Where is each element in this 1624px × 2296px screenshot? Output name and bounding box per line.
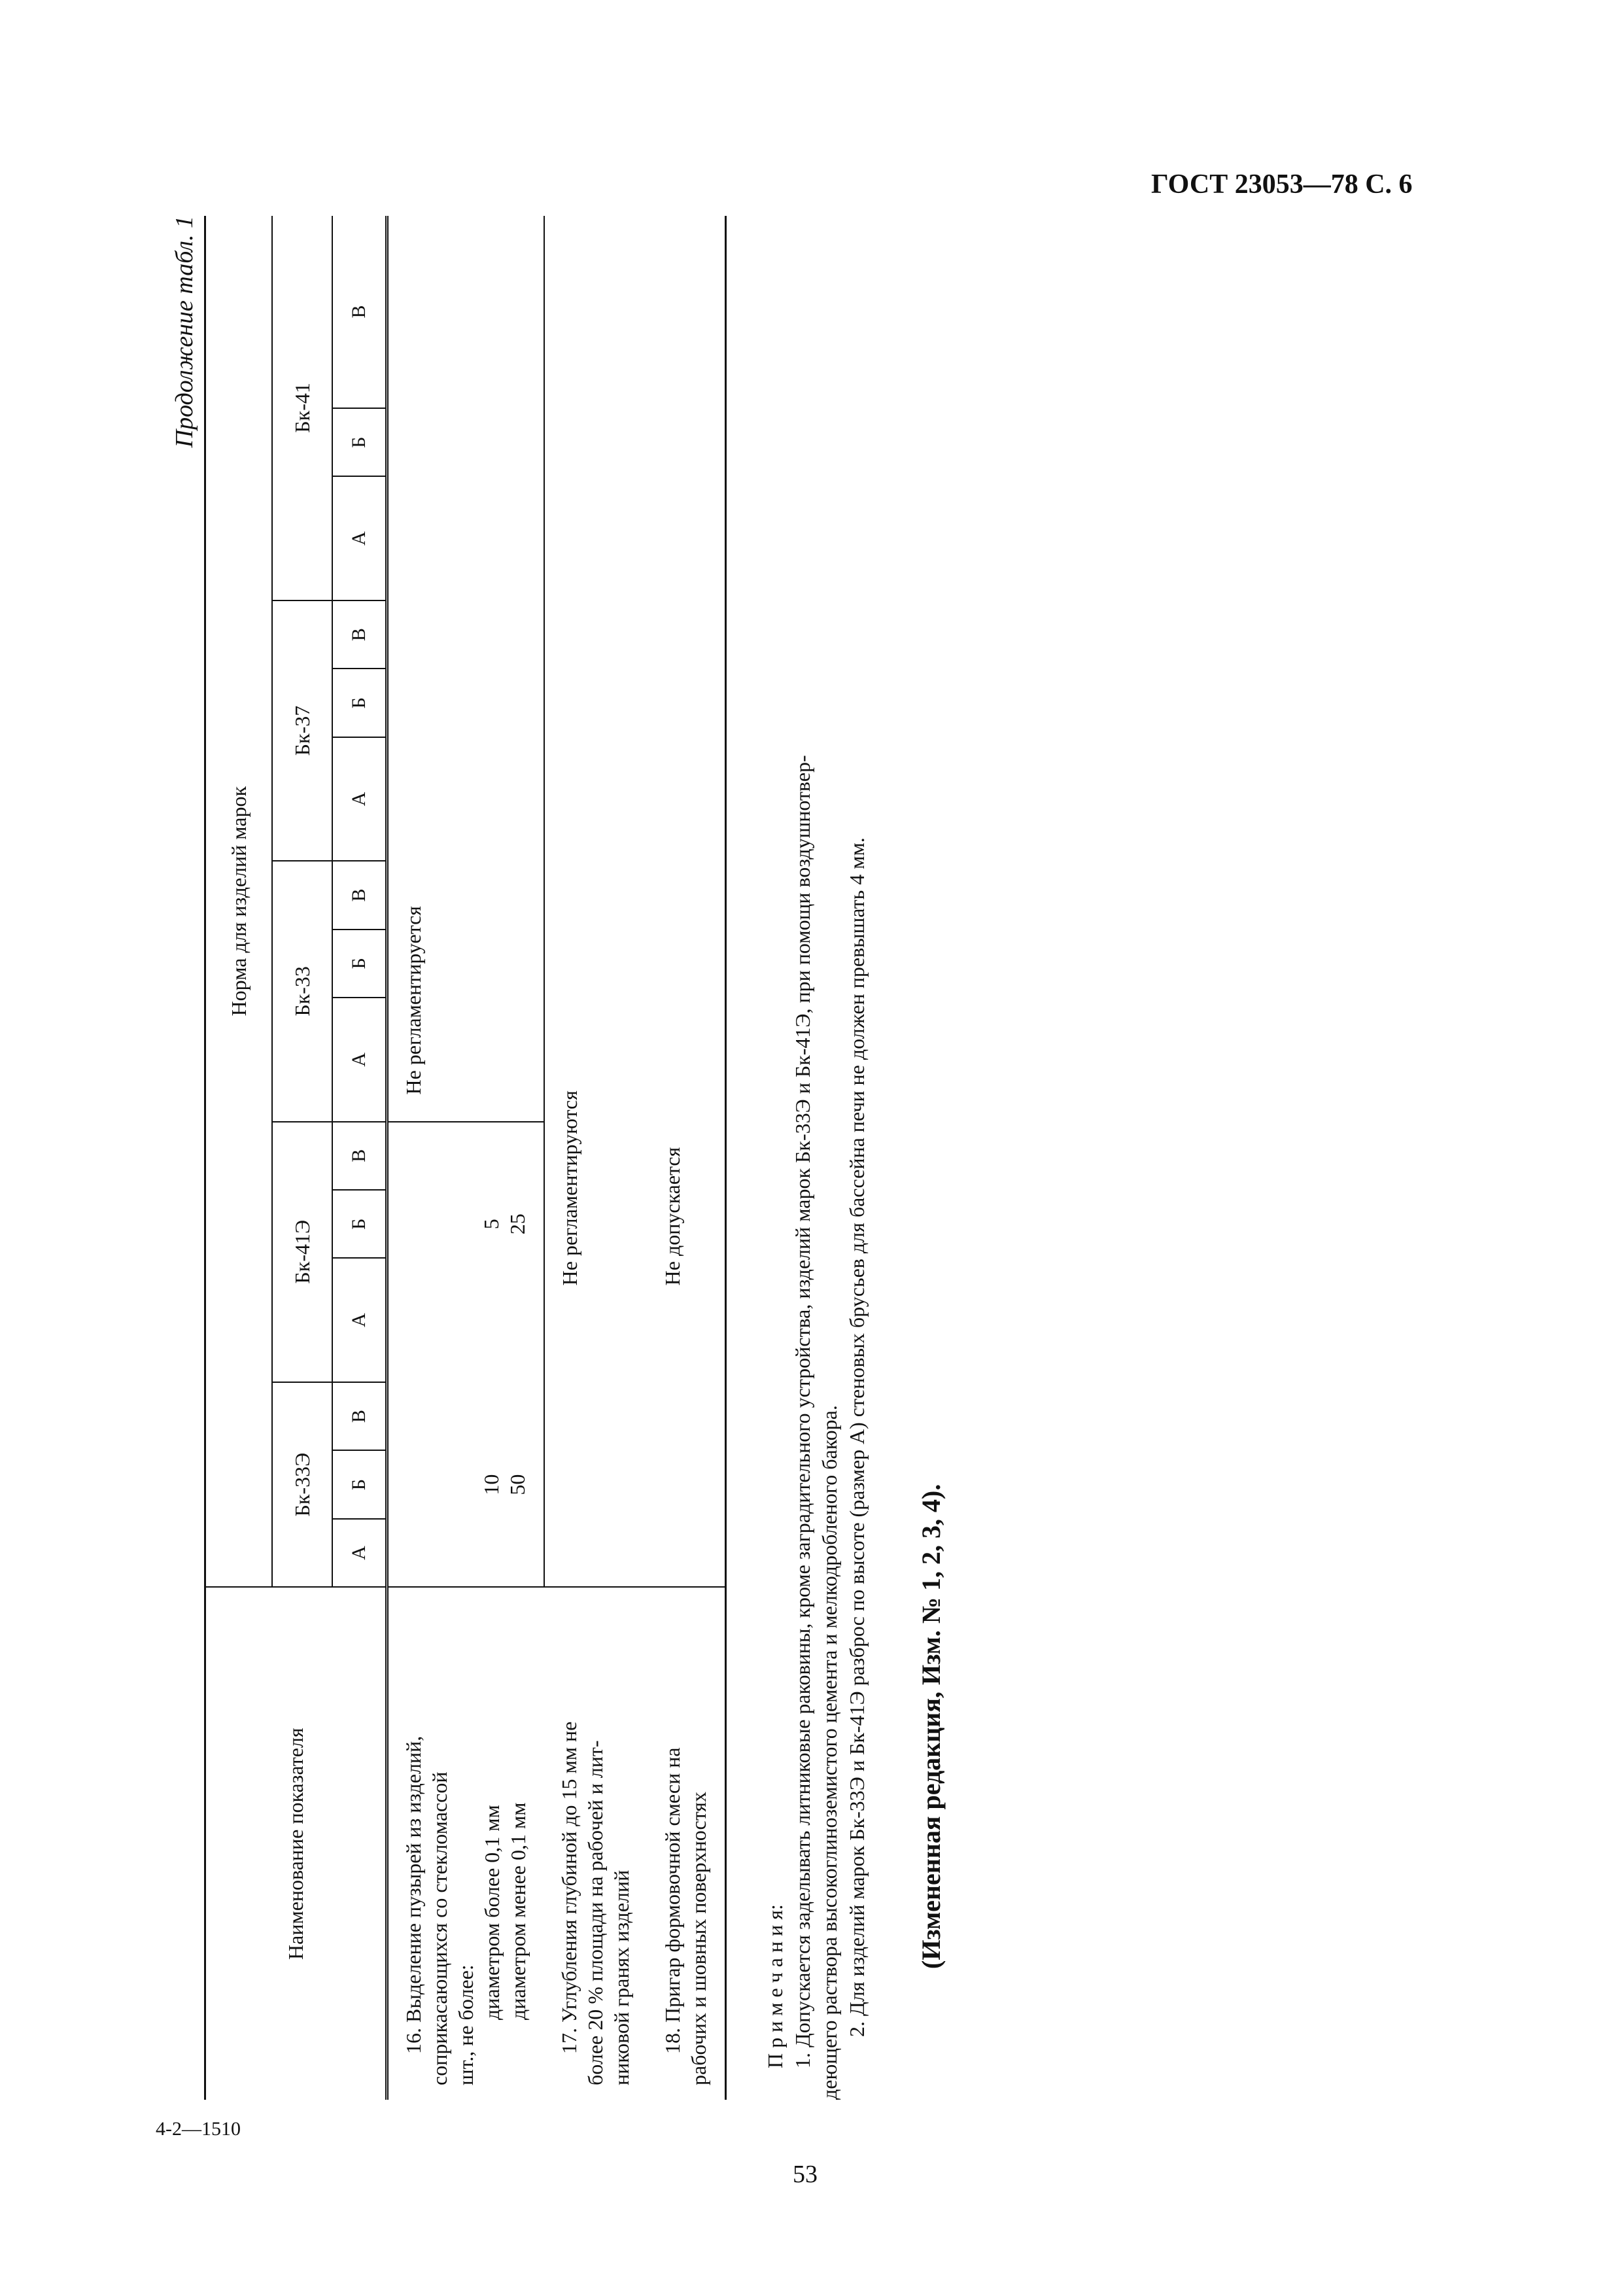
- subcol-v: В: [332, 1122, 387, 1190]
- row-17-name: [544, 1587, 648, 2100]
- subcol-a: А: [332, 1519, 387, 1587]
- row-17-line: никовой гранях изделий: [610, 1870, 633, 2085]
- note-2: 2. Для изделий марок Бк-33Э и Бк-41Э разброс по высоте (размер А) стеновых брусьев для бассейна печи не должен превышать 4 мм.: [844, 837, 869, 2037]
- subcol-a: А: [332, 998, 387, 1121]
- row-16-line: диаметром более 0,1 мм: [480, 1805, 504, 2020]
- subcol-v: В: [332, 1382, 387, 1450]
- row-18-line: рабочих и шовных поверхностях: [687, 1791, 710, 2085]
- subcol-b: Б: [332, 669, 387, 737]
- subcol-v: В: [332, 216, 387, 408]
- subcol-v: В: [332, 861, 387, 929]
- row-16-line: 16. Выделение пузырей из изделий,: [402, 1735, 425, 2054]
- grade-header-bk33: Бк-33: [272, 861, 332, 1121]
- value-cell: 10: [479, 1474, 503, 1495]
- row-16-name: [387, 1587, 545, 2100]
- document-code-header: ГОСТ 23053—78 С. 6: [1151, 169, 1413, 200]
- row-16-bk41e-b: [387, 1190, 545, 1258]
- header-row-1: [205, 216, 273, 2100]
- row-16-bk33e-b: [387, 1450, 545, 1518]
- note-1-continued: деющего раствора высокоглиноземистого цемента и мелкодробленого бакора.: [818, 1405, 842, 2100]
- amendment-note: (Измененная редакция, Изм. № 1, 2, 3, 4).: [916, 1484, 946, 1969]
- row-18-line: 18. Пригар формовочной смеси на: [661, 1747, 684, 2054]
- print-order-code: 4-2—1510: [156, 2118, 241, 2140]
- row-18-text: Не допускается: [648, 216, 726, 1587]
- row-16-line: шт., не более:: [454, 1964, 477, 2085]
- subcol-b: Б: [332, 930, 387, 998]
- grade-header-bk33e: Бк-33Э: [272, 1382, 332, 1587]
- table-notes: [762, 334, 871, 2100]
- grade-header-bk41e: Бк-41Э: [272, 1122, 332, 1382]
- subcol-a: А: [332, 737, 387, 861]
- notes-title: П р и м е ч а н и я:: [763, 1904, 787, 2068]
- note-1: 1. Допускается заделывать литниковые раковины, кроме заградительного устройства, изделий марок Бк-33Э и Бк-41Э, при помощи воздушнотвер-: [790, 755, 814, 2068]
- row-17-line: более 20 % площади на рабочей и лит-: [583, 1740, 607, 2085]
- row-16-line: соприкасающихся со стекломассой: [428, 1771, 451, 2085]
- row-18-name: [648, 1587, 726, 2100]
- row-16-line: диаметром менее 0,1 мм: [506, 1802, 530, 2020]
- subcol-b: Б: [332, 408, 387, 476]
- subcol-v: В: [332, 600, 387, 669]
- subcol-a: А: [332, 1259, 387, 1382]
- table-row: [648, 216, 726, 2100]
- grade-header-bk41: Бк-41: [272, 216, 332, 600]
- value-cell: 25: [506, 1213, 529, 1235]
- subcol-b: Б: [332, 1190, 387, 1258]
- norms-table: [204, 216, 727, 2100]
- table-row: [387, 216, 545, 2100]
- value-cell: 50: [506, 1474, 529, 1495]
- page-number: 53: [793, 2161, 818, 2188]
- value-cell: 5: [479, 1219, 503, 1230]
- subcol-b: Б: [332, 1450, 387, 1518]
- norm-header: Норма для изделий марок: [205, 216, 273, 1587]
- indicator-name-header: Наименование показателя: [205, 1587, 387, 2100]
- row-16-rest-text: Не регламентируется: [402, 906, 425, 1095]
- table-row: [544, 216, 648, 2100]
- table-continuation-caption: Продолжение табл. 1: [171, 216, 198, 448]
- row-17-line: 17. Углубления глубиной до 15 мм не: [557, 1721, 581, 2054]
- row-17-text: Не регламентируются: [544, 216, 648, 1587]
- subcol-a: А: [332, 476, 387, 600]
- rotated-content: [170, 216, 1530, 2100]
- grade-header-bk37: Бк-37: [272, 600, 332, 861]
